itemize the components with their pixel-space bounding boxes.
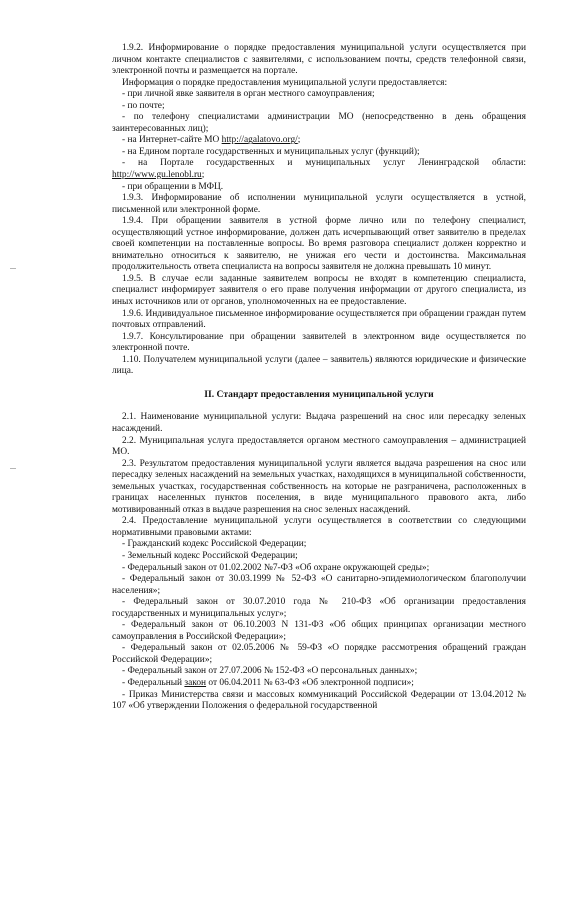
margin-mark bbox=[10, 268, 16, 269]
law-item: - Федеральный закон от 02.05.2006 № 59-ФЗ «О порядке рассмотрения обращений граждан Российской Федерации»; bbox=[112, 643, 526, 665]
list-item: - по телефону специалистами администрации МО (непосредственно в день обращения заинтересованных лиц); bbox=[112, 112, 526, 134]
law-item-63-fz bbox=[112, 678, 526, 690]
law-item: - Федеральный закон от 30.03.1999 № 52-ФЗ «О санитарно-эпидемиологическом благополучии населения»; bbox=[112, 574, 526, 596]
list-item-text: - на Интернет-сайте МО bbox=[122, 135, 222, 146]
list-item: - на Едином портале государственных и муниципальных услуг (функций); bbox=[122, 146, 420, 157]
paragraph-1-10: 1.10. Получателем муниципальной услуги (далее – заявитель) являются юридические и физические лица. bbox=[112, 354, 526, 377]
law-item: - Федеральный закон от 01.02.2002 №7-ФЗ «Об охране окружающей среды»; bbox=[122, 562, 430, 573]
list-item: - при личной явке заявителя в орган местного самоуправления; bbox=[122, 89, 375, 100]
paragraph-2-4: 2.4. Предоставление муниципальной услуги осуществляется в соответствии со следующими нормативными правовыми актами: bbox=[112, 516, 526, 538]
paragraph-1-9-5: 1.9.5. В случае если заданные заявителем вопросы не входят в компетенцию специалиста, специалист информирует заявителя о его праве получения информации от другого специалиста, из иных источников или от органов, уполномоченных на ее предоставление. bbox=[112, 273, 526, 308]
info-intro: Информация о порядке предоставления муниципальной услуги предоставляется: bbox=[122, 77, 448, 88]
paragraph-1-9-3: 1.9.3. Информирование об исполнении муниципальной услуги осуществляется в устной, письменной или электронной форме. bbox=[112, 193, 526, 215]
list-item-internet bbox=[112, 135, 526, 147]
law-item: - Приказ Министерства связи и массовых коммуникаций Российской Федерации от 13.04.2012 № 107 «Об утверждении Положения о федеральной государственной bbox=[112, 689, 526, 712]
law-item-text: - Федеральный bbox=[122, 677, 185, 688]
margin-mark bbox=[10, 468, 16, 469]
list-item-regional-portal bbox=[112, 158, 526, 181]
list-item-suffix: ; bbox=[297, 135, 301, 146]
law-link[interactable]: закон bbox=[184, 677, 207, 688]
law-item: - Федеральный закон от 06.10.2003 N 131-ФЗ «Об общих принципах организации местного самоуправления в Российской Федерации»; bbox=[112, 620, 526, 642]
list-item: - при обращении в МФЦ. bbox=[122, 181, 224, 192]
law-item: - Федеральный закон от 30.07.2010 года № 210-ФЗ «Об организации предоставления государственных и муниципальных услуг»; bbox=[112, 597, 526, 619]
paragraph-2-2: 2.2. Муниципальная услуга предоставляется органом местного самоуправления – администрацией МО. bbox=[112, 435, 526, 458]
paragraph-2-3: 2.3. Результатом предоставления муниципальной услуги является выдача разрешения на снос или пересадку зеленых насаждений на земельных участках, находящихся в муниципальной собственности, земельных участках, государственная собственность на которые не разграничена, расположенных в границах населенных пунктов поселения, в виде муниципального правового акта, либо мотивированный отказ в выдаче разрешения на снос зеленых насаждений. bbox=[112, 458, 526, 515]
section-heading: II. Стандарт предоставления муниципальной услуги bbox=[204, 388, 434, 400]
list-item-text: - на Портале государственных и муниципальных услуг Ленинградской области: bbox=[122, 158, 526, 169]
paragraph-1-9-2: 1.9.2. Информирование о порядке предоставления муниципальной услуги осуществляется при личном контакте специалистов с заявителями, с использованием почты, средств телефонной связи, электронной почты и размещается на портале. bbox=[112, 43, 526, 77]
list-item: - по почте; bbox=[122, 100, 165, 111]
paragraph-2-1: 2.1. Наименование муниципальной услуги: Выдача разрешений на снос или пересадку зеленых насаждений. bbox=[112, 412, 526, 434]
document-body bbox=[112, 43, 526, 713]
paragraph-1-9-7: 1.9.7. Консультирование при обращении заявителей в электронном виде осуществляется по электронной почте. bbox=[112, 331, 526, 354]
law-item: - Гражданский кодекс Российской Федерации; bbox=[122, 539, 307, 550]
site-link[interactable]: http://agalatovo.org/ bbox=[221, 135, 298, 146]
portal-link[interactable]: http://www.gu.lenobl.ru bbox=[112, 170, 202, 181]
paragraph-1-9-6: 1.9.6. Индивидуальное письменное информирование осуществляется при обращении граждан путем почтовых отправлений. bbox=[112, 308, 526, 331]
law-item-suffix: от 06.04.2011 № 63-ФЗ «Об электронной подписи»; bbox=[206, 677, 414, 688]
list-item-suffix: ; bbox=[201, 170, 205, 181]
law-item: - Земельный кодекс Российской Федерации; bbox=[122, 550, 298, 561]
law-item: - Федеральный закон от 27.07.2006 № 152-ФЗ «О персональных данных»; bbox=[122, 666, 418, 677]
paragraph-1-9-4: 1.9.4. При обращении заявителя в устной форме лично или по телефону специалист, осуществляющий устное информирование, должен дать исчерпывающий ответ заявителю в пределах своей компетенции на поставленные вопросы. Во время разговора специалист должен корректно и внимательно относиться к заявителю, не унижая его чести и достоинства. Максимальная продолжительность ответа специалиста на вопросы заявителя не должна превышать 10 минут. bbox=[112, 216, 526, 273]
